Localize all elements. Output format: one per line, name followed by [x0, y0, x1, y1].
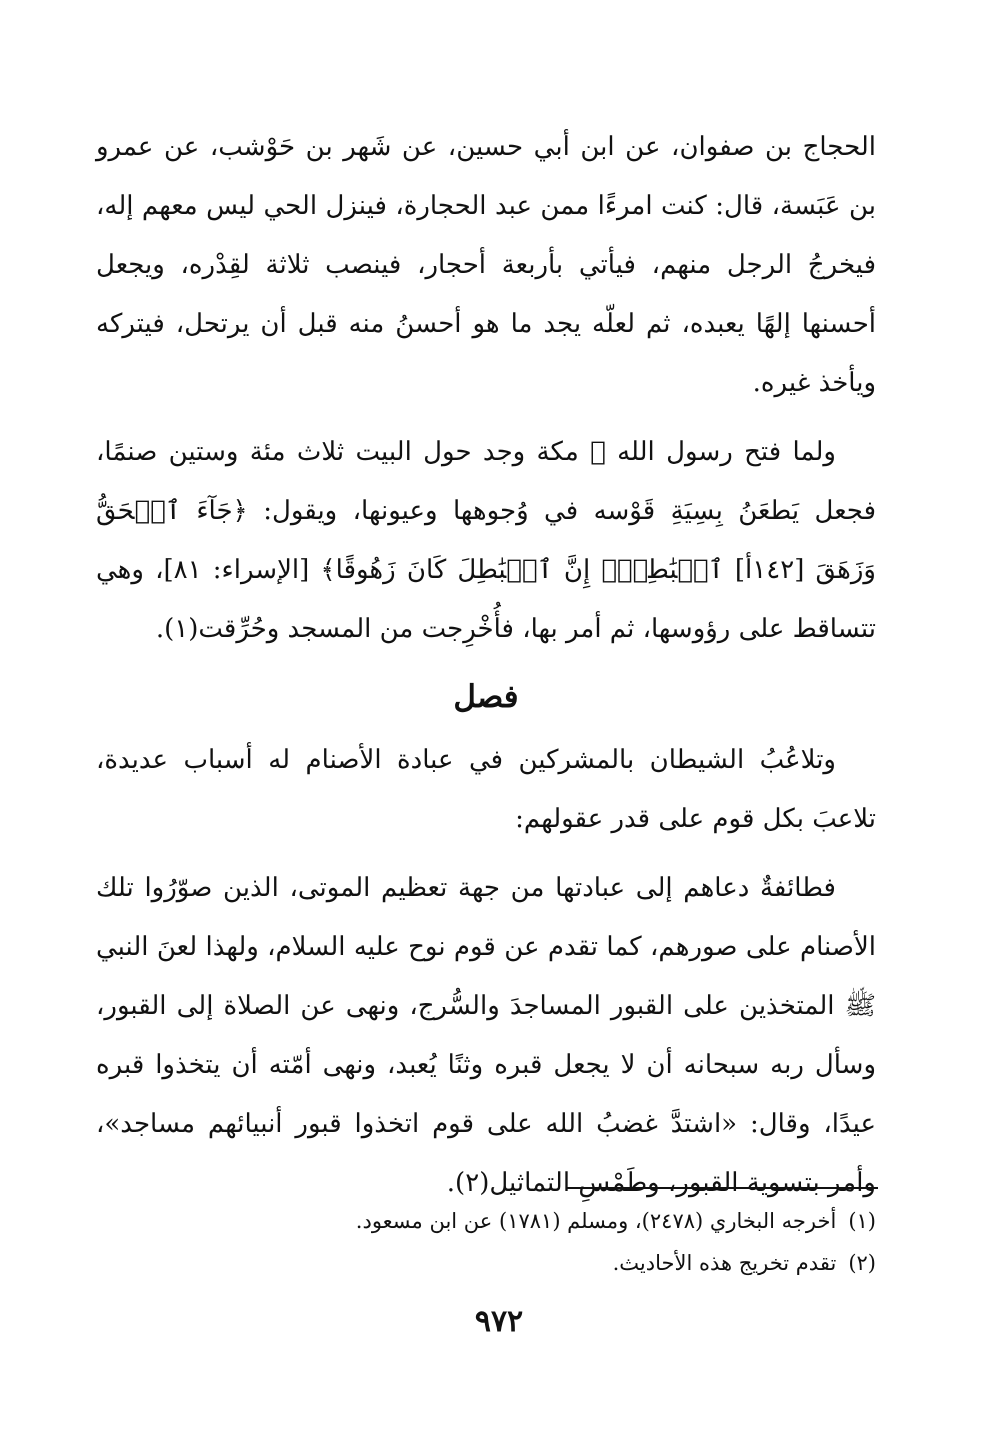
- footnote-number: (٢): [848, 1251, 876, 1275]
- body-paragraph-2: ولما فتح رسول الله ﷺ مكة وجد حول البيت ثلاث مئة وستين صنمًا، فجعل يَطعَنُ بِسِيَةِ قَوْسه في وُجوهها وعيونها، ويقول: ﴿جَآءَ ٱلۡحَقُّ وَزَهَقَ [١٤٢أ] ٱلۡبَٰطِلُۚ إِنَّ ٱلۡبَٰطِلَ كَانَ زَهُوقًا﴾ [الإسراء: ٨١]، وهي تتساقط على رؤوسها، ثم أمر بها، فأُخْرِجت من المسجد وحُرِّقت(١).: [96, 437, 876, 644]
- page-number: ٩٧٢: [474, 1304, 524, 1339]
- body-paragraph-3: وتلاعُبُ الشيطان بالمشركين في عبادة الأصنام له أسباب عديدة، تلاعبَ بكل قوم على قدر عقولهم:: [96, 745, 876, 834]
- footnote-2: [96, 1242, 876, 1284]
- section-title: فصل: [453, 679, 519, 715]
- body-paragraph-4: فطائفةٌ دعاهم إلى عبادتها من جهة تعظيم الموتى، الذين صوّرُوا تلك الأصنام على صورهم، كما تقدم عن قوم نوح عليه السلام، ولهذا لعنَ النبي ﷺ المتخذين على القبور المساجدَ والسُّرج، ونهى عن الصلاة إلى القبور، وسأل ربه سبحانه أن لا يجعل قبره وثنًا يُعبد، ونهى أمّته أن يتخذوا قبره عيدًا، وقال: «اشتدَّ غضبُ الله على قوم اتخذوا قبور أنبيائهم مساجد»، وأمر بتسوية القبور، وطَمْسِ التماثيل(٢).: [96, 873, 876, 1198]
- page-body: [96, 118, 876, 1213]
- footnote-1: [96, 1200, 876, 1242]
- footnote-text: أخرجه البخاري (٢٤٧٨)، ومسلم (١٧٨١) عن ابن مسعود.: [355, 1209, 837, 1233]
- body-paragraph-1: الحجاج بن صفوان، عن ابن أبي حسين، عن شَهر بن حَوْشب، عن عمرو بن عَبَسة، قال: كنت امرءًا ممن عبد الحجارة، فينزل الحي ليس معهم إله، فيخرجُ الرجل منهم، فيأتي بأربعة أحجار، فينصب ثلاثة لقِدْره، ويجعل أحسنها إلهًا يعبده، ثم لعلّه يجد ما هو أحسنُ منه قبل أن يرتحل، فيتركه ويأخذ غيره.: [96, 132, 876, 398]
- footnote-divider: [566, 1187, 878, 1189]
- footnote-number: (١): [848, 1209, 876, 1233]
- footnotes: [96, 1200, 876, 1284]
- footnote-text: تقدم تخريج هذه الأحاديث.: [612, 1251, 837, 1275]
